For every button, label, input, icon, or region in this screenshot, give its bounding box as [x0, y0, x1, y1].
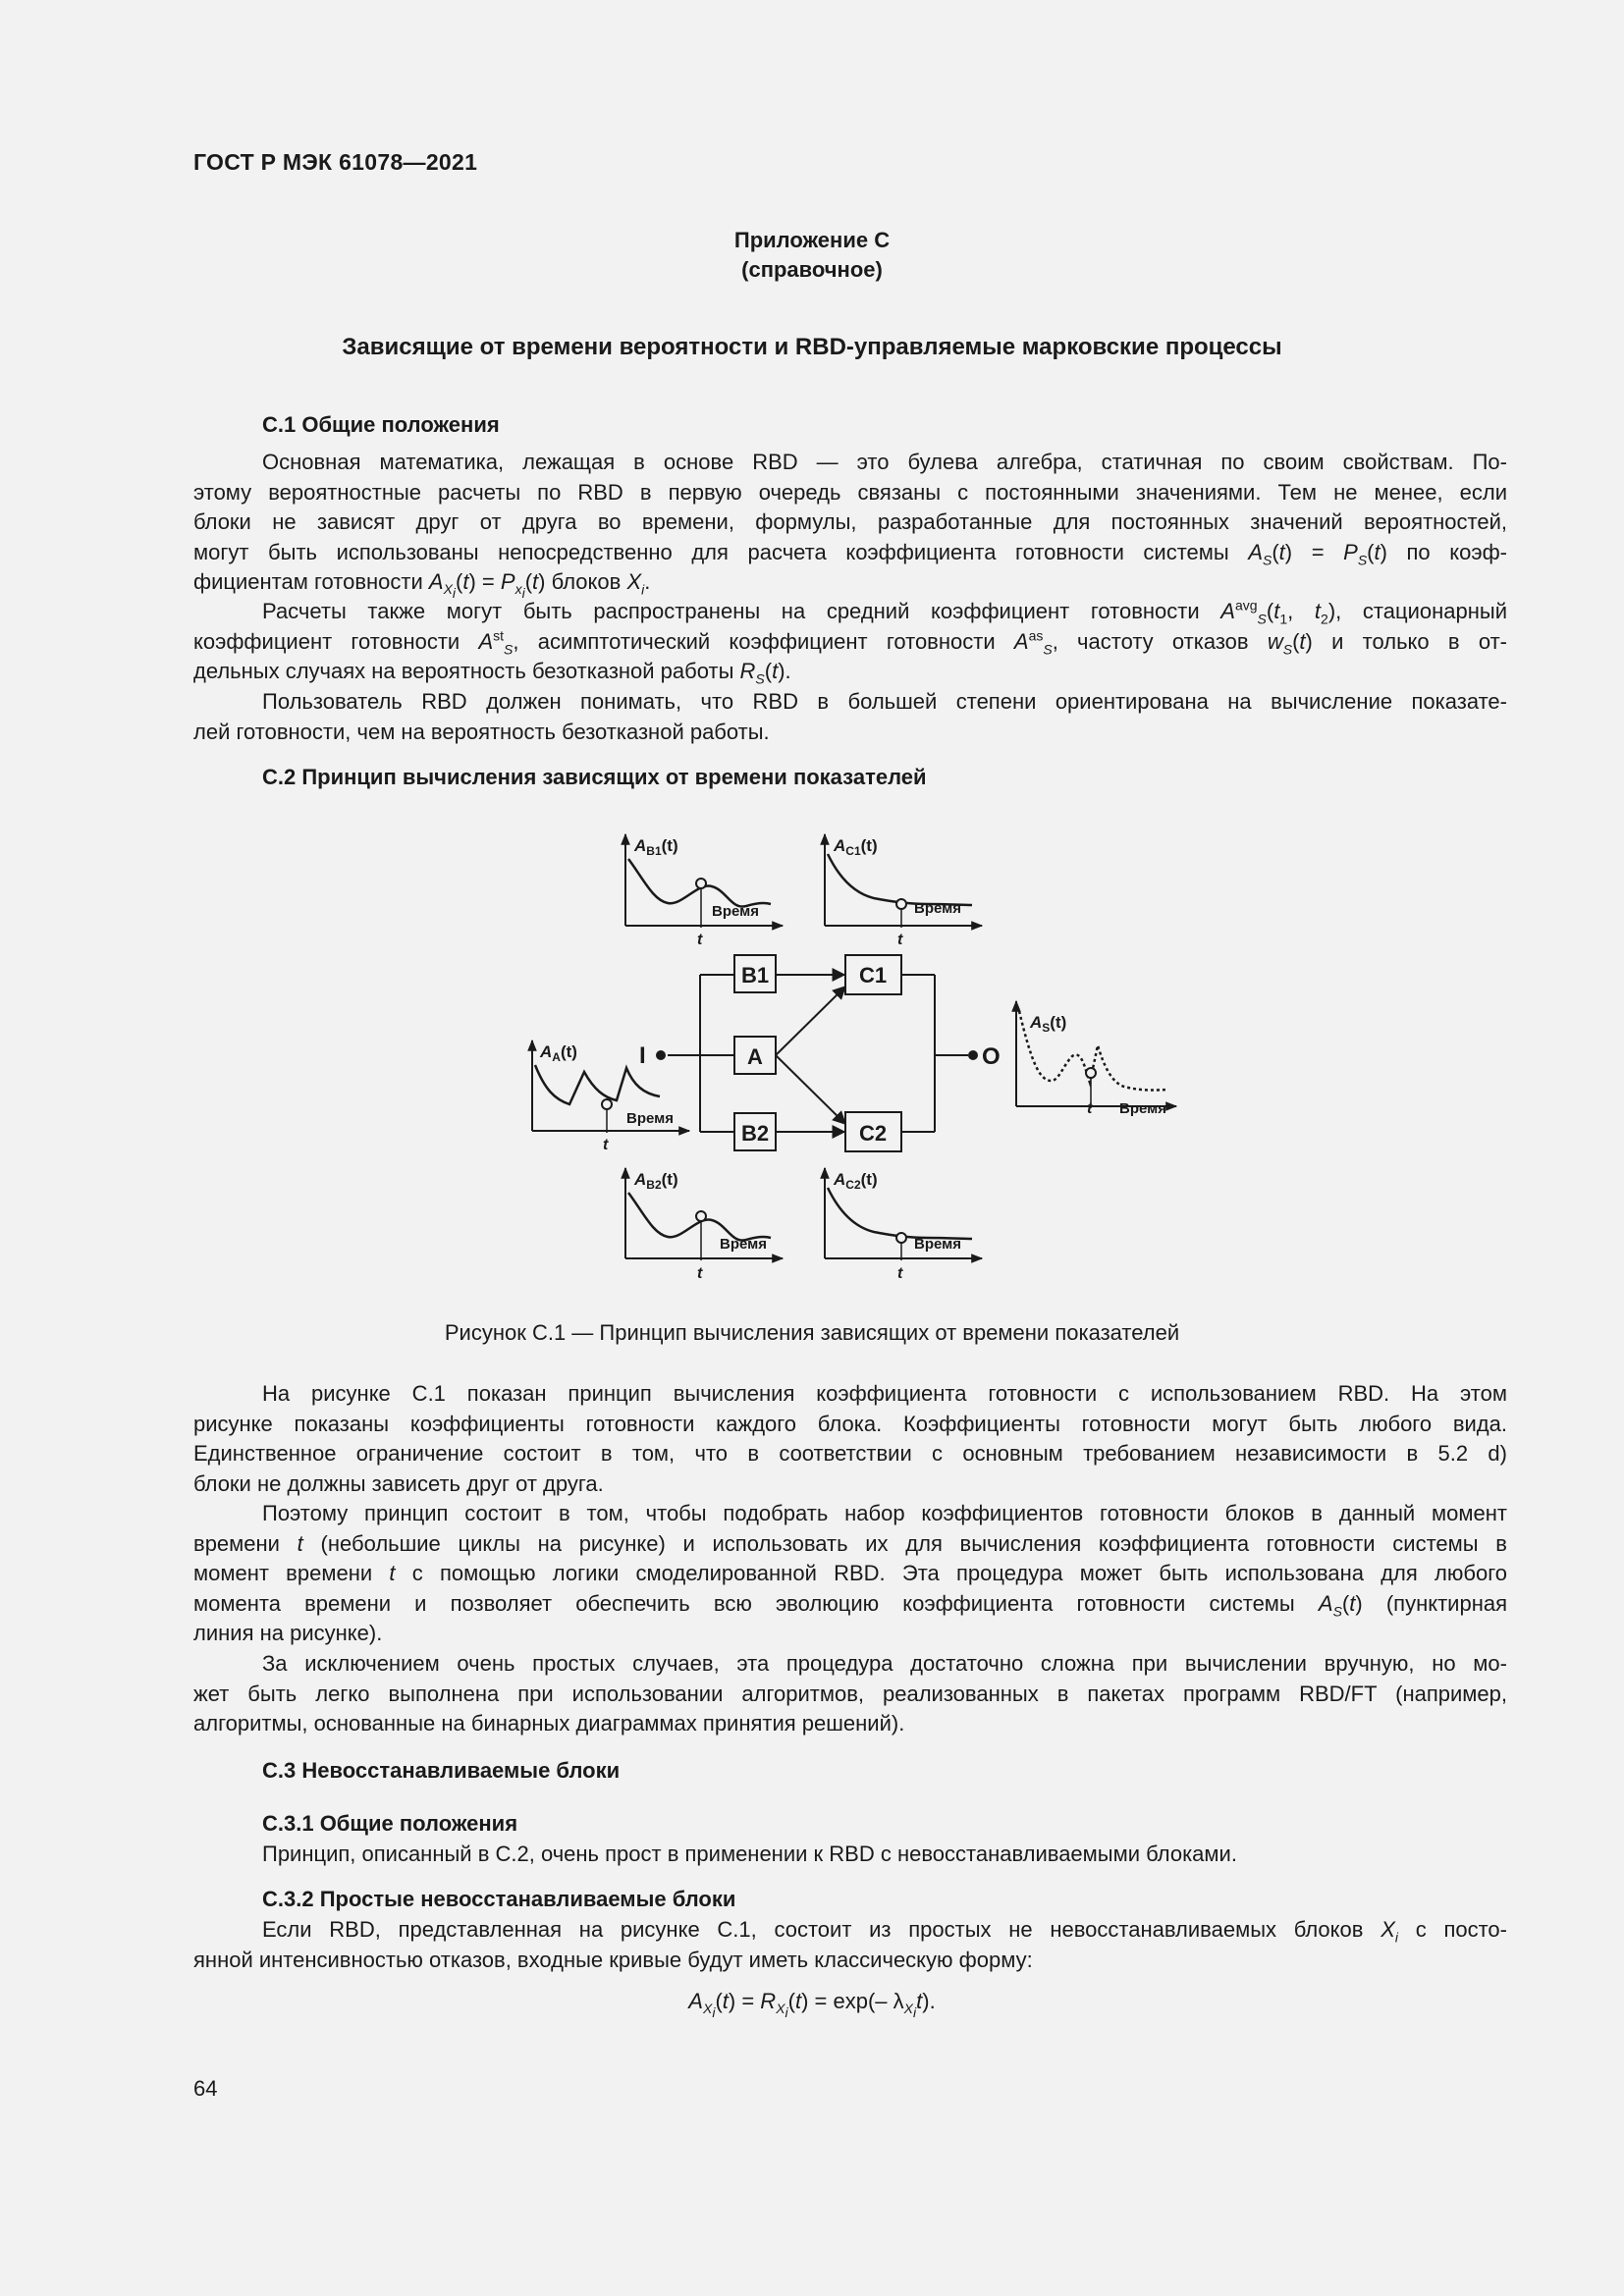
text-line: могут быть использованы непосредственно для расчета коэффициента готовности системы $A_S(t) = P_S(t)$ по коэф- — [193, 539, 1507, 567]
text-line: рисунке показаны коэффициенты готовности каждого блока. Коэффициенты готовности могут быть любого вида. — [193, 1411, 1507, 1436]
svg-text:Время: Время — [914, 1236, 961, 1253]
text-line: Расчеты также могут быть распространены на средний коэффициент готовности $A^{avg}_S(t_1$, $t_2$), стационарный — [262, 597, 1507, 627]
svg-text:t: t — [697, 932, 703, 948]
plot-b1 — [625, 834, 783, 948]
output-label: O — [982, 1043, 1001, 1070]
figure-caption: Рисунок С.1 — Принцип вычисления зависящих от времени показателей — [444, 1320, 1180, 1345]
svg-text:t: t — [697, 1265, 703, 1282]
svg-text:Время: Время — [720, 1236, 767, 1253]
c2-paragraph-2 — [193, 1499, 1507, 1649]
c32-paragraph — [193, 1915, 1507, 1975]
text-line: Единственное ограничение состоит в том, что в соответствии с основным требованием независимости в 5.2 d) — [193, 1441, 1507, 1466]
block-c1-label: C1 — [858, 963, 888, 988]
section-c3-heading: С.3 Невосстанавливаемые блоки — [262, 1758, 621, 1783]
text-line: Если RBD, представленная на рисунке С.1, состоит из простых не невосстанавливаемых блоков $X_i$ с посто- — [262, 1917, 1507, 1946]
page-number: 64 — [193, 2076, 218, 2101]
text-line: янной интенсивностью отказов, входные кривые будут иметь классическую форму: — [193, 1947, 1033, 1972]
formula: $A_{X_i}(t) = R_{X_i}(t) = \exp(-$ $\lambda_{X_i}t$). — [688, 1989, 936, 2021]
input-node — [656, 1050, 666, 1060]
text-line: Принцип, описанный в С.2, очень прост в применении к RBD с невосстанавливаемыми блоками. — [262, 1842, 1237, 1866]
section-c2-heading: С.2 Принцип вычисления зависящих от времени показателей — [262, 765, 927, 789]
text-line: Поэтому принцип состоит в том, чтобы подобрать набор коэффициентов готовности блоков в данный момент — [262, 1501, 1507, 1525]
svg-text:AC2(t): $A_{C2}(t)$ — [834, 1170, 878, 1192]
text-line: жет быть легко выполнена при использовании алгоритмов, реализованных в пакетах программ RBD/FT (например, — [193, 1681, 1507, 1706]
svg-text:AB2(t): $A_{B2}(t)$ — [634, 1170, 678, 1192]
input-label: I — [639, 1042, 646, 1069]
block-b2-label: B2 — [740, 1121, 770, 1146]
svg-text:Время: Время — [1119, 1100, 1166, 1117]
rbd-figure — [511, 820, 1198, 1301]
section-c32-heading: С.3.2 Простые невосстанавливаемые блоки — [262, 1887, 736, 1911]
c2-paragraph-1 — [193, 1379, 1507, 1499]
c1-paragraph-1 — [193, 448, 1507, 602]
text-line: времени t (небольшие циклы на рисунке) и использовать их для вычисления коэффициента готовности системы в — [193, 1530, 1507, 1556]
section-c1-heading: С.1 Общие положения — [262, 412, 500, 437]
output-node — [968, 1050, 978, 1060]
text-line: блоки не зависят друг от друга во времени, формулы, разработанные для постоянных значений вероятностей, — [193, 509, 1507, 534]
svg-text:AS(t): $A_S(t)$ — [1030, 1013, 1067, 1035]
text-line: момент времени t с помощью логики смоделированной RBD. Эта процедура может быть использована для любого — [193, 1561, 1507, 1585]
svg-text:AB1(t): $A_{B1}(t)$ — [634, 836, 678, 858]
text-line: линия на рисунке). — [193, 1621, 383, 1645]
svg-text:t: t — [1087, 1100, 1093, 1117]
plot-b2 — [625, 1168, 783, 1282]
block-c2-label: C2 — [858, 1121, 888, 1146]
main-title: Зависящие от времени вероятности и RBD-управляемые марковские процессы — [342, 334, 1282, 360]
text-line: фициентам готовности $A_{X_i}(t) = P_{x_i}(t)$ блоков $X_i$. — [193, 569, 651, 602]
svg-text:Время: Время — [712, 903, 759, 920]
svg-text:Время: Время — [914, 900, 961, 917]
text-line: лей готовности, чем на вероятность безотказной работы. — [193, 719, 770, 744]
appendix-name: Приложение С — [733, 228, 891, 252]
text-line: Пользователь RBD должен понимать, что RBD в большей степени ориентирована на вычисление показате- — [262, 689, 1507, 714]
text-line: этому вероятностные расчеты по RBD в первую очередь связаны с постоянными значениями. Тем не менее, если — [193, 479, 1507, 505]
c1-paragraph-3 — [193, 687, 1507, 747]
text-line: момента времени и позволяет обеспечить всю эволюцию коэффициента готовности системы $A_S(t)$ (пунктирная — [193, 1590, 1507, 1619]
plot-c2 — [825, 1168, 982, 1282]
plot-c1 — [825, 834, 982, 948]
text-line: За исключением очень простых случаев, эта процедура достаточно сложна при вычислении вручную, но мо- — [262, 1651, 1507, 1676]
svg-text:Время: Время — [626, 1110, 674, 1127]
svg-text:AA(t): $A_A(t)$ — [540, 1042, 577, 1064]
plot-s — [1016, 1001, 1176, 1117]
rbd-connectors — [668, 975, 968, 1132]
text-line: дельных случаях на вероятность безотказной работы $R_S(t)$. — [193, 659, 791, 687]
text-line: На рисунке С.1 показан принцип вычисления коэффициента готовности с использованием RBD. На этом — [262, 1381, 1507, 1406]
plot-a — [532, 1041, 689, 1153]
appendix-kind: (справочное) — [741, 257, 883, 282]
block-a-label: A — [747, 1044, 763, 1069]
svg-text:AC1(t): $A_{C1}(t)$ — [834, 836, 878, 858]
svg-text:t: t — [897, 932, 903, 948]
text-line: Основная математика, лежащая в основе RBD — это булева алгебра, статичная по своим свойствам. По- — [262, 450, 1507, 474]
text-line: алгоритмы, основанные на бинарных диаграммах принятия решений). — [193, 1711, 905, 1735]
c1-paragraph-2 — [193, 597, 1507, 687]
document-header: ГОСТ Р МЭК 61078—2021 — [193, 149, 478, 175]
svg-text:t: t — [603, 1137, 609, 1153]
section-c31-heading: С.3.1 Общие положения — [262, 1811, 518, 1836]
text-line: коэффициент готовности $A^{st}_S$, асимптотический коэффициент готовности $A^{as}_S$, частоту отказов $w_S(t)$ и только в от- — [193, 627, 1507, 657]
svg-text:t: t — [897, 1265, 903, 1282]
c2-paragraph-3 — [193, 1649, 1507, 1739]
block-b1-label: B1 — [740, 963, 770, 988]
text-line: блоки не должны зависеть друг от друга. — [193, 1470, 604, 1496]
c31-paragraph — [193, 1840, 1507, 1870]
